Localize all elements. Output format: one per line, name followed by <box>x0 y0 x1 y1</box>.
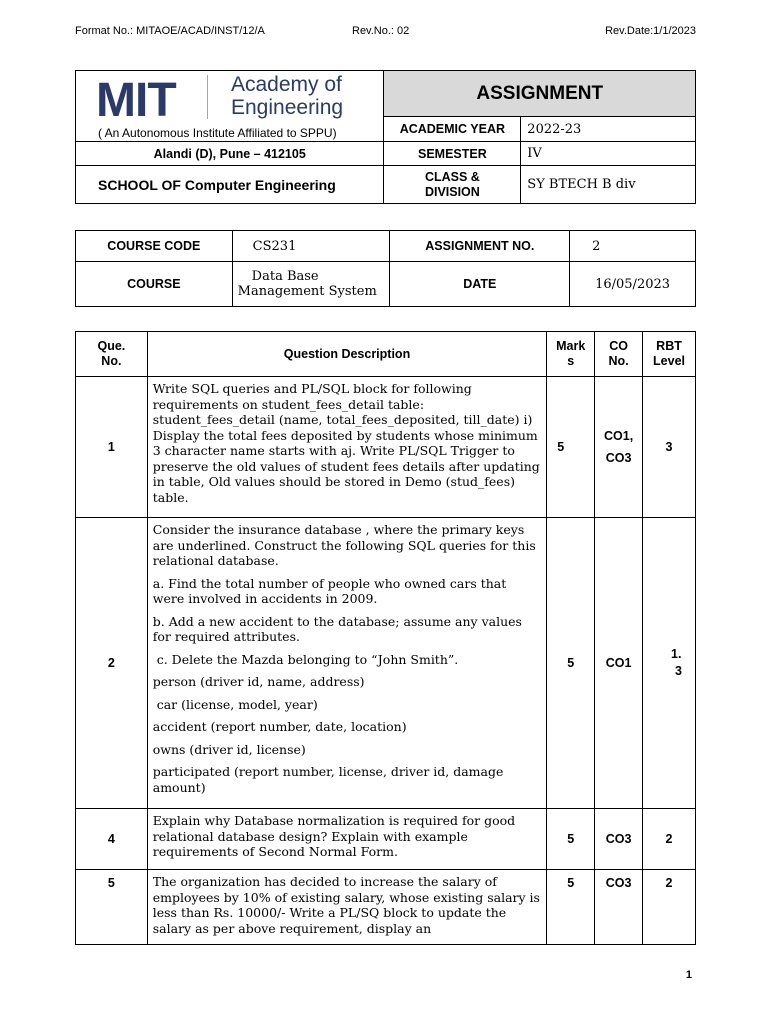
course-code-value: CS231 <box>232 231 390 262</box>
page-number: 1 <box>685 969 692 981</box>
questions-table <box>75 331 696 945</box>
assignment-no-label: ASSIGNMENT NO. <box>390 231 570 262</box>
course-code-label: COURSE CODE <box>76 231 233 262</box>
question-co: CO1, CO3 <box>595 377 643 518</box>
table-row <box>76 870 696 945</box>
course-info-table <box>75 230 696 307</box>
question-description: Write SQL queries and PL/SQL block for following requirements on student_fees_detail table: student_fees_detail (name, total_fees_deposited, till_date) i) Display the total fees deposited by students whose minimum 3 character name starts with aj. Write PL/SQL Trigger to preserve the old values of student fees details after updating in table, Old values should be stored in Demo (stud_fees) table. <box>147 377 547 518</box>
course-name-value: Data Base Management System <box>232 262 390 307</box>
institute-address: Alandi (D), Pune – 412105 <box>76 142 384 166</box>
table-row <box>76 377 696 518</box>
question-co: CO3 <box>595 870 643 945</box>
assignment-no-value: 2 <box>570 231 696 262</box>
question-number: 5 <box>76 870 148 945</box>
question-number: 2 <box>76 518 148 809</box>
question-marks: 5 <box>547 518 595 809</box>
question-marks: 5 <box>547 809 595 870</box>
table-row <box>76 809 696 870</box>
revision-number: Rev.No.: 02 <box>352 25 410 37</box>
question-co: CO1 <box>595 518 643 809</box>
semester-value: IV <box>521 142 696 166</box>
format-number: Format No.: MITAOE/ACAD/INST/12/A <box>75 25 265 37</box>
course-label: COURSE <box>76 262 233 307</box>
table-row <box>76 518 696 809</box>
question-rbt: 2 <box>643 809 696 870</box>
semester-label: SEMESTER <box>384 142 521 166</box>
question-number: 4 <box>76 809 148 870</box>
question-description: The organization has decided to increase the salary of employees by 10% of existing salary, whose existing salary is less than Rs. 10000/- Write a PL/SQ block to update the salary as per above requirement, display an <box>147 870 547 945</box>
header-co-no: CO No. <box>595 332 643 377</box>
question-description: Explain why Database normalization is required for good relational database design? Explain with example requirements of Second Normal Form. <box>147 809 547 870</box>
header-question-description: Question Description <box>147 332 547 377</box>
academic-year-label: ACADEMIC YEAR <box>384 117 521 142</box>
revision-date: Rev.Date:1/1/2023 <box>605 25 696 37</box>
institute-logo <box>76 71 384 142</box>
date-value: 16/05/2023 <box>570 262 696 307</box>
header-que-no: Que. No. <box>76 332 148 377</box>
question-co: CO3 <box>595 809 643 870</box>
academic-year-value: 2022-23 <box>521 117 696 142</box>
question-rbt: 1. 3 <box>643 518 696 809</box>
assignment-title: ASSIGNMENT <box>384 71 696 117</box>
question-rbt: 3 <box>643 377 696 518</box>
mit-logo-mark: MIT <box>96 74 176 127</box>
header-rbt-level: RBT Level <box>643 332 696 377</box>
question-marks: 5 <box>547 870 595 945</box>
question-number: 1 <box>76 377 148 518</box>
institute-header-table <box>75 70 696 204</box>
question-description: Consider the insurance database , where the primary keys are underlined. Construct the following SQL queries for this relational database. a. Find the total number of people who owned cars that were involved in accidents in 2009. b. Add a new accident to the database; assume any values for required attributes. c. Delete the Mazda belonging to “John Smith”. person (driver id, name, address) car (license, model, year) accident (report number, date, location) owns (driver id, license) participated (report number, license, driver id, damage amount) <box>147 518 547 809</box>
institute-tagline: ( An Autonomous Institute Affiliated to SPPU) <box>98 126 337 140</box>
school-name: SCHOOL OF Computer Engineering <box>76 166 384 204</box>
class-division-label: CLASS & DIVISION <box>384 166 521 204</box>
logo-divider <box>207 75 208 119</box>
logo-wordmark: Academy of Engineering <box>231 73 344 119</box>
date-label: DATE <box>390 262 570 307</box>
class-division-value: SY BTECH B div <box>521 166 696 204</box>
header-marks: Mark s <box>547 332 595 377</box>
question-rbt: 2 <box>643 870 696 945</box>
question-marks: 5 <box>547 377 595 518</box>
